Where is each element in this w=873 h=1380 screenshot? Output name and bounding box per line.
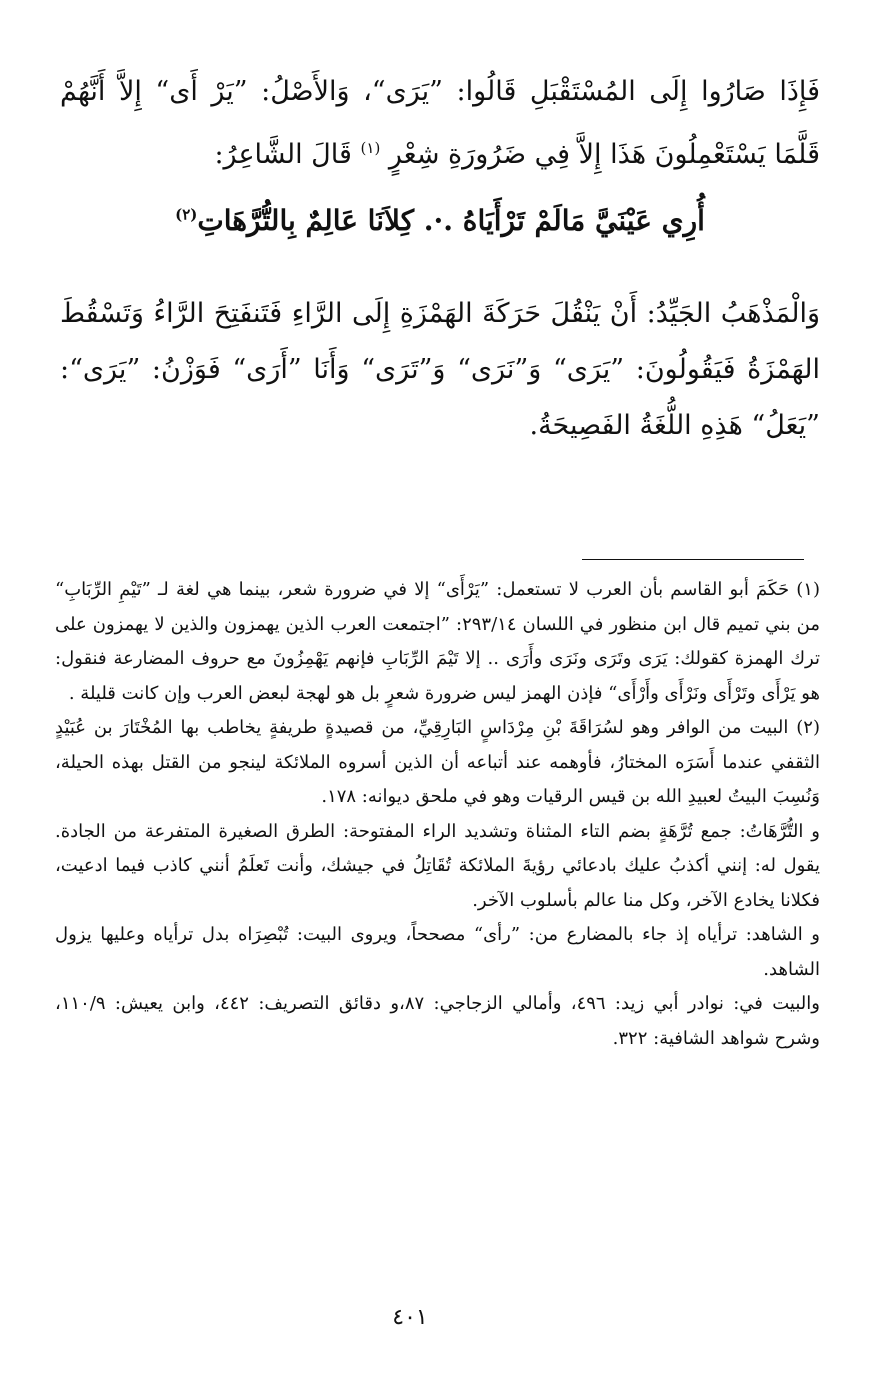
footnote-ref-2: (٢) xyxy=(175,205,198,224)
footnote-1-number: (١) xyxy=(796,579,820,600)
main-paragraph-1 xyxy=(60,64,820,183)
page-number: ٤٠١ xyxy=(392,1305,428,1330)
footnote-2-sources: والبيت في: نوادر أبي زيد: ٤٩٦، وأمالي الزجاجي: ٨٧،و دقائق التصريف: ٤٤٢، وابن يعيش: ١١٠/٩، وشرح شواهد الشافية: ٣٢٢. xyxy=(55,993,820,1049)
footnote-2-text: البيت من الوافر وهو لسُرَاقَةَ بْنِ مِرْدَاسٍ البَارِقِيِّ، من قصيدةٍ طريفةٍ يخاطب بها المُخْتَارَ بن عُبَيْدٍ الثقفي عندما أَسَرَه المختارُ، فأوهمه عند أتباعه أن الذين أسروه الملائكة لينجو من القتل بهذه الحيلة، وَنُسِبَ البيتُ لعبيدِ الله بن قيس الرقيات وهو في ملحق ديوانه: ١٧٨. xyxy=(55,717,820,807)
footnote-1-text: حَكَمَ أبو القاسم بأن العرب لا تستعمل: ”يَرْأَى“ إلا في ضرورة شعر، بينما هي لغة لـ ”تَيْمِ الرِّبَابِ“ من بني تميم قال ابن منظور في اللسان ٢٩٣/١٤: ”اجتمعت العرب الذين يهمزون والذين لا يهمزون على ترك الهمزة كقولك: يَرَى وتَرَى ونَرَى وأَرَى .. إلا تَيْمَ الرِّبَابِ فإنهم يَهْمِزُونَ مع حروف المضارعة فنقول: هو يَرْأَى وتَرْأَى ونَرْأَى وأَرْأَى“ فإذن الهمز ليس ضرورة شعرٍ بل هو لهجة لبعض العرب وإن كانت قليلة . xyxy=(55,579,820,704)
footnote-2-evidence: و الشاهد: ترأياه إذ جاء بالمضارع من: ”رأى“ مصححاً، ويروى البيت: تُبْصِرَاه بدل ترأياه وعليها يزول الشاهد. xyxy=(55,924,820,980)
footnote-2-number: (٢) xyxy=(796,717,820,738)
footnote-ref-1: (١) xyxy=(360,139,381,157)
paragraph-1-text: فَإِذَا صَارُوا إِلَى المُسْتَقْبَلِ قَالُوا: ”يَرَى“، وَالأَصْلُ: ”يَرْ أَى“ إِلاَّ أَنَّهُمْ قَلَّمَا يَسْتَعْمِلُونَ هَذَا إِلاَّ فِي ضَرُورَةِ شِعْرٍ xyxy=(60,76,820,170)
footnote-2-definition: و التُّرَّهَاتُ: جمع تُرَّهَةٍ بضم التاء المثناة وتشديد الراء المفتوحة: الطرق الصغيرة المتفرعة من الجادة. يقول له: إنني أكذبُ عليك بادعائي رؤيةَ الملائكة تُقَاتِلُ في جيشك، وأنت تَعلَمُ أنني كاذب فيما ادعيت، فكلانا يخادع الآخر، وكل منا عالم بأسلوب الآخر. xyxy=(55,820,820,911)
paragraph-1-end: قَالَ الشَّاعِرُ: xyxy=(214,139,352,170)
verse-text: أُرِي عَيْنَيَّ مَالَمْ تَرْأَيَاهُ .·. كِلاَنَا عَالِمٌ بِالتُّرَّهَاتِ xyxy=(197,204,705,237)
footnotes-section xyxy=(55,573,820,1056)
footnote-2 xyxy=(55,711,820,815)
poetry-verse xyxy=(90,204,790,237)
footnote-separator xyxy=(582,559,804,560)
main-paragraph-2: وَالْمَذْهَبُ الجَيِّدُ: أَنْ يَنْقُلَ حَرَكَةَ الهَمْزَةِ إِلَى الرَّاءِ فَتَنفَتِحَ الرَّاءُ وَتَسْقُطَ الهَمْزَةُ فَيَقُولُونَ: ”يَرَى“ وَ”نَرَى“ وَ”تَرَى“ وَأَنَا ”أَرَى“ فَوَزْنُ: ”يَرَى“: ”يَعَلُ“ هَذِهِ اللُّغَةُ الفَصِيحَةُ. xyxy=(60,298,820,441)
footnote-1 xyxy=(55,573,820,711)
